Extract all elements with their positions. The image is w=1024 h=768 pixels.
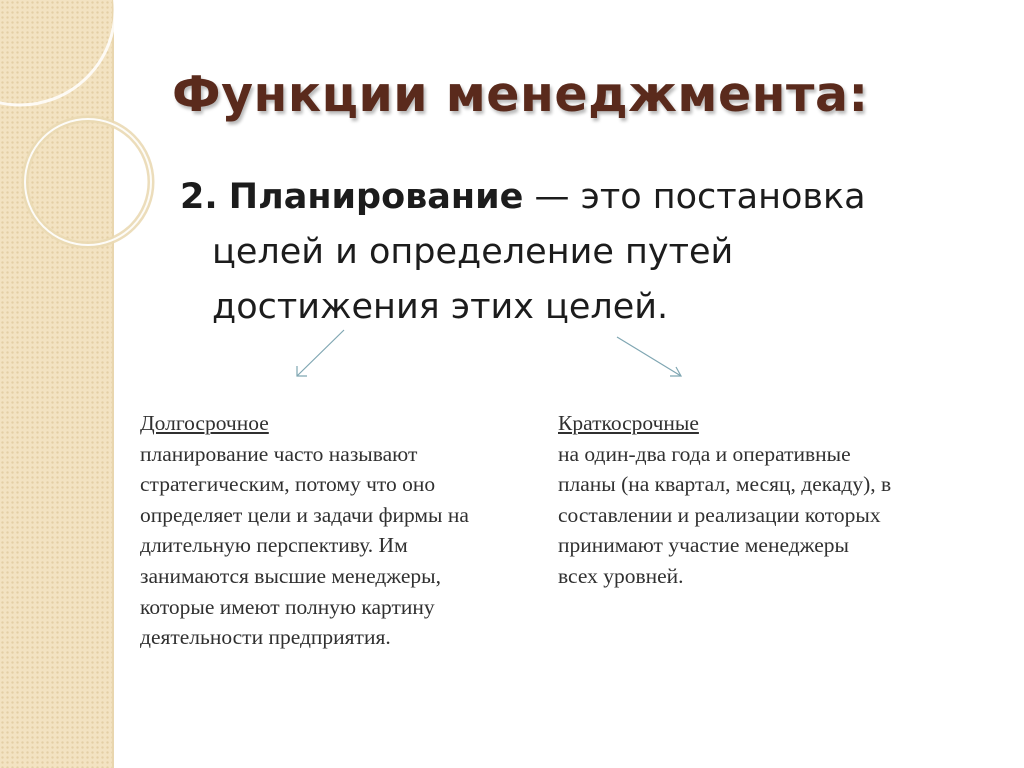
- definition-line-2: целей и определение путей: [212, 232, 734, 272]
- short-term-text-line: на один-два года и оперативные: [558, 441, 851, 466]
- definition-number: 2.: [180, 177, 218, 217]
- long-term-text-line: стратегическим, потому что оно: [140, 472, 436, 497]
- definition-line-3: достижения этих целей.: [212, 287, 669, 327]
- definition-rest: — это постановка: [523, 177, 866, 217]
- short-term-text-line: всех уровней.: [558, 563, 684, 588]
- long-term-text-line: определяет цели и задачи фирмы на: [140, 502, 469, 527]
- long-term-text-line: занимаются высшие менеджеры,: [140, 563, 441, 588]
- short-term-heading: Краткосрочные: [558, 411, 699, 435]
- slide-title: Функции менеджмента:: [172, 66, 869, 123]
- long-term-text-line: длительную перспективу. Им: [140, 533, 408, 558]
- long-term-heading: Долгосрочное: [140, 411, 269, 435]
- long-term-text-line: планирование часто называют: [140, 441, 418, 466]
- short-term-planning-column: [558, 408, 978, 592]
- short-term-text-line: составлении и реализации которых: [558, 502, 881, 527]
- long-term-text-line: деятельности предприятия.: [140, 625, 391, 650]
- short-term-text-line: планы (на квартал, месяц, декаду), в: [558, 472, 892, 497]
- long-term-planning-column: [140, 408, 540, 653]
- arrow-left: [297, 330, 344, 376]
- arrow-right: [617, 337, 681, 376]
- short-term-text-line: принимают участие менеджеры: [558, 533, 849, 558]
- definition-term: Планирование: [228, 177, 524, 217]
- long-term-text-line: которые имеют полную картину: [140, 594, 435, 619]
